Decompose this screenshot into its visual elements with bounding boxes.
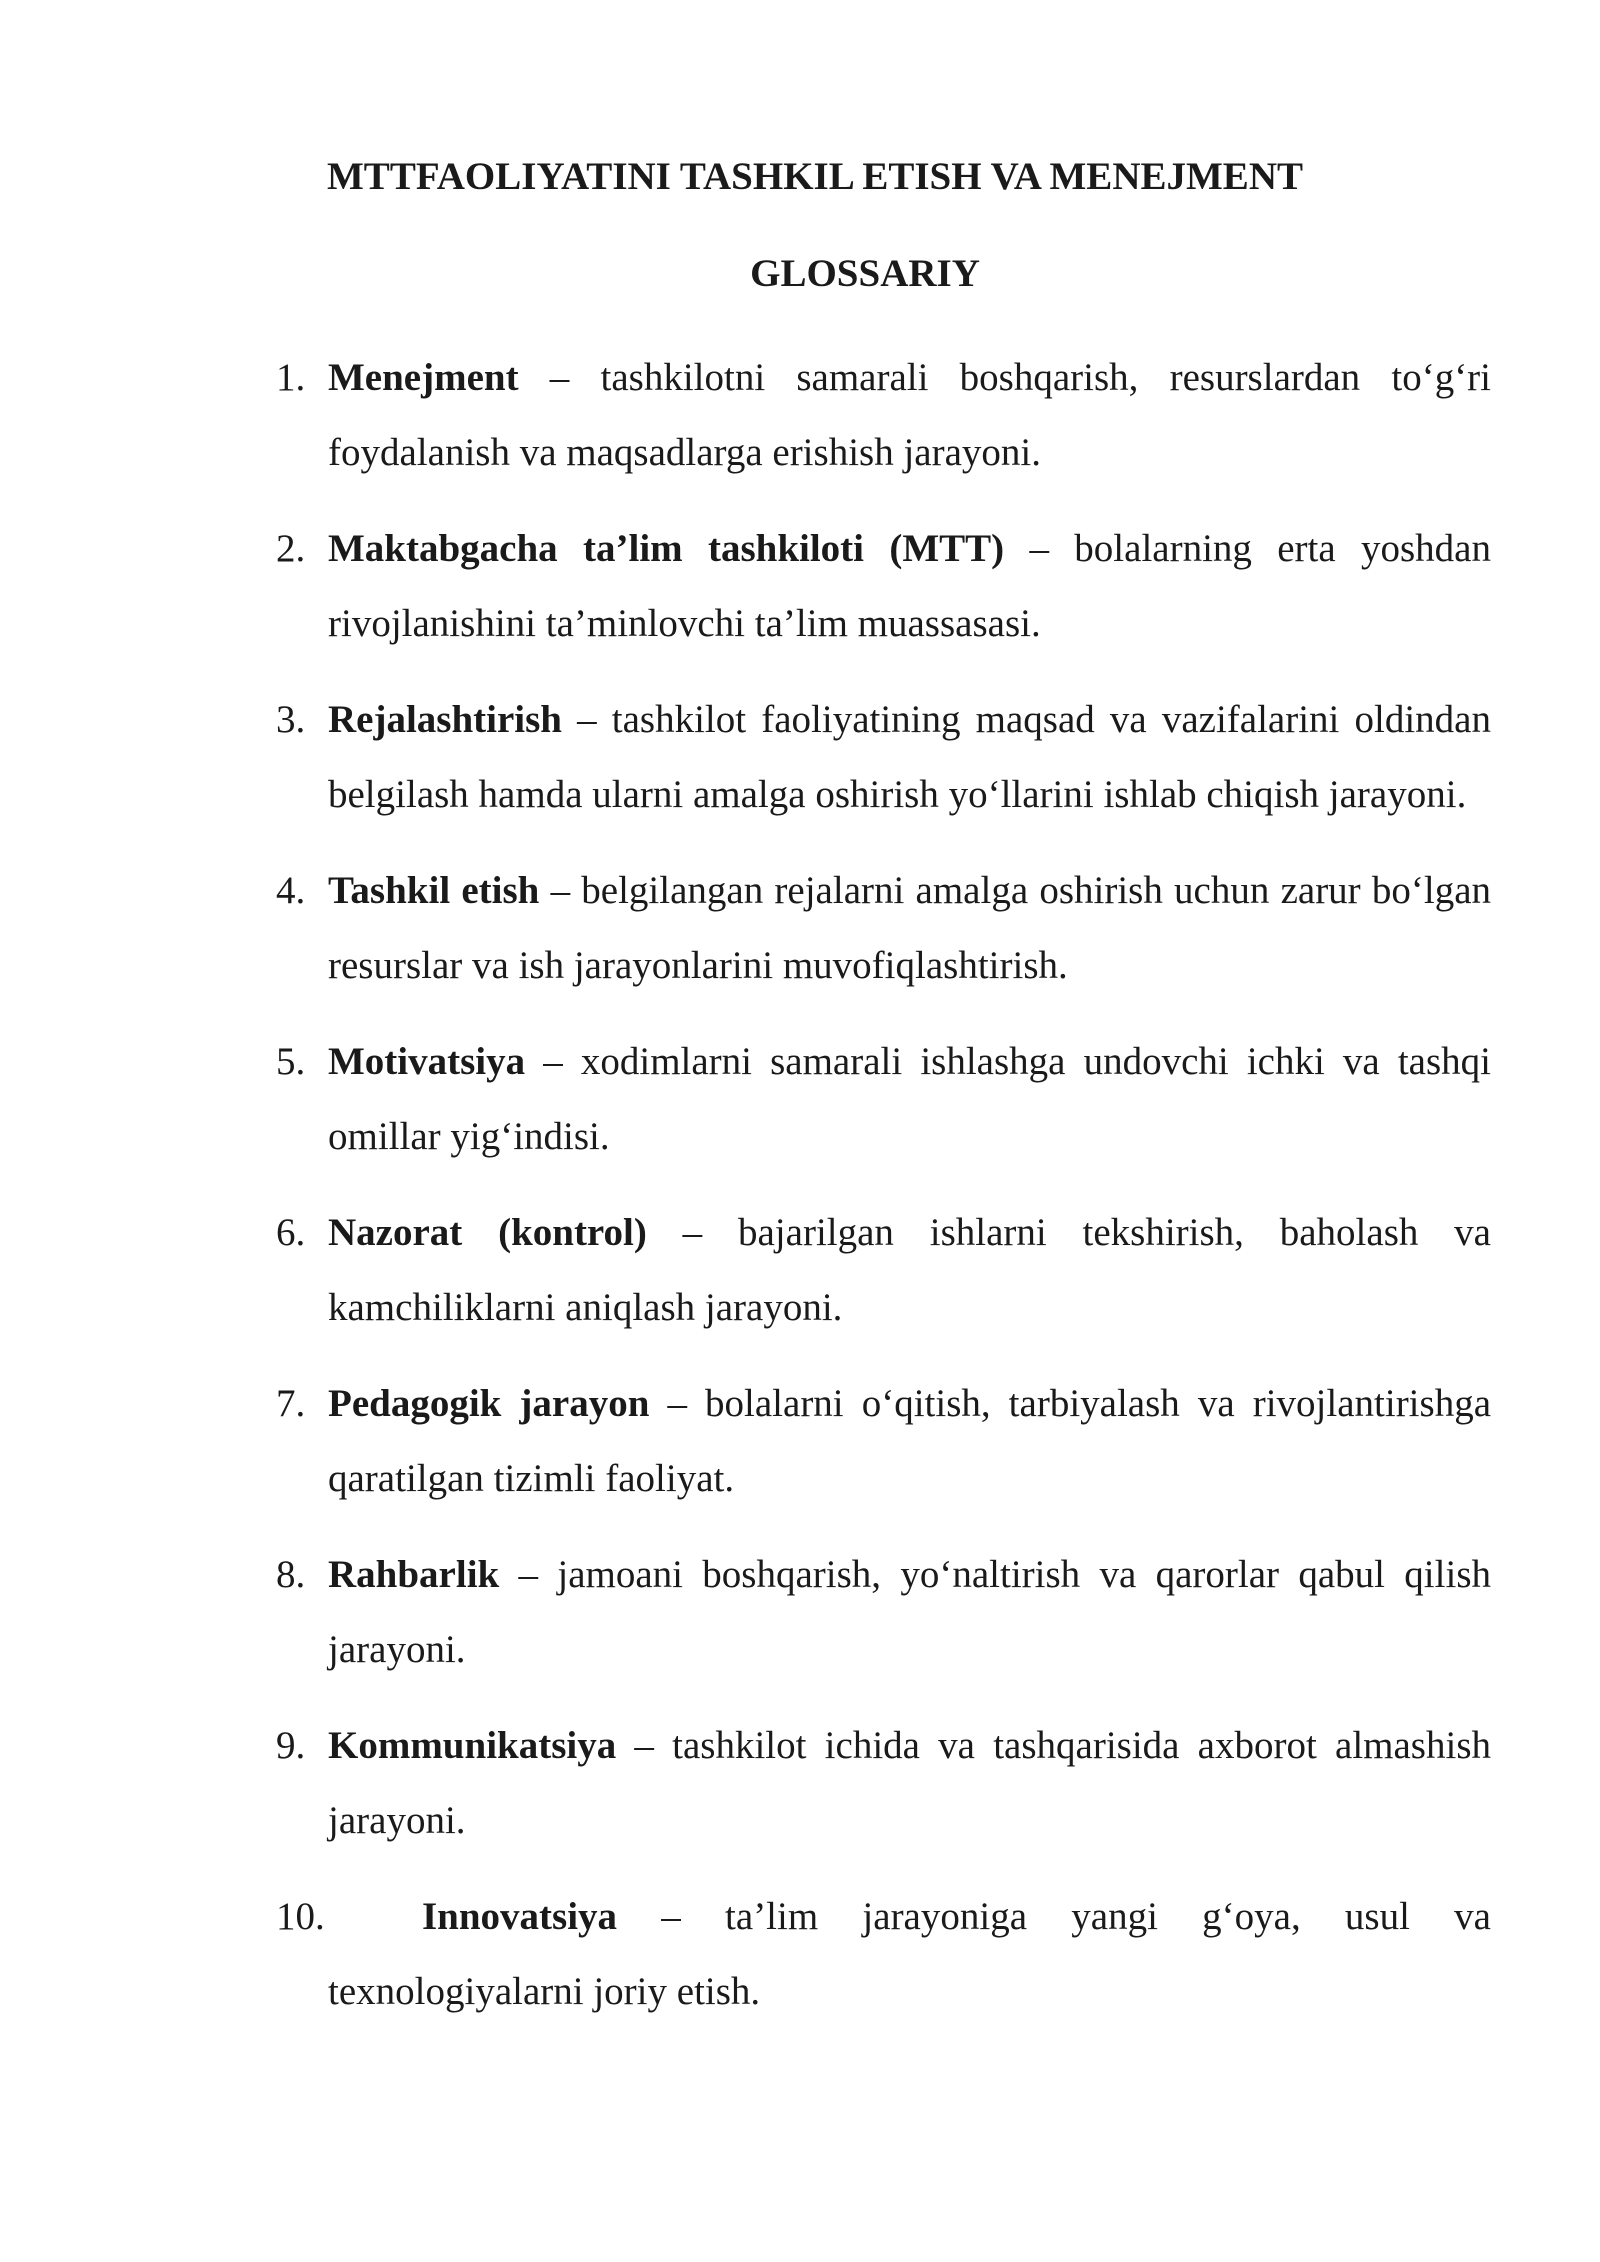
glossary-entry <box>276 853 1491 1003</box>
entry-definition: ta’lim jarayoniga yangi g‘oya, usul va texnologiyalarni joriy etish. <box>328 1895 1491 2013</box>
glossary-entry <box>276 682 1491 832</box>
entry-dash: – <box>1004 527 1075 570</box>
entry-term: Kommunikatsiya <box>328 1724 617 1767</box>
entry-dash: – <box>649 1382 706 1425</box>
entry-text <box>328 1879 1491 2029</box>
glossary-list <box>276 340 1491 2050</box>
entry-text <box>328 682 1491 832</box>
entry-term: Tashkil etish <box>328 869 540 912</box>
glossary-entry <box>276 1537 1491 1687</box>
glossary-entry <box>276 1366 1491 1516</box>
entry-term: Innovatsiya <box>422 1895 618 1938</box>
entry-text <box>328 1195 1491 1345</box>
entry-dash: – <box>539 869 582 912</box>
entry-number: 7. <box>276 1382 306 1425</box>
entry-text <box>328 1366 1491 1516</box>
entry-definition: xodimlarni samarali ishlashga undovchi ichki va tashqi omillar yig‘indisi. <box>328 1040 1491 1158</box>
entry-number: 9. <box>276 1724 306 1767</box>
entry-term: Motivatsiya <box>328 1040 526 1083</box>
entry-dash: – <box>646 1211 738 1254</box>
entry-dash: – <box>525 1040 581 1083</box>
entry-definition: jamoani boshqarish, yo‘naltirish va qarorlar qabul qilish jarayoni. <box>328 1553 1491 1671</box>
glossary-entry <box>276 1879 1491 2029</box>
entry-definition: bolalarning erta yoshdan rivojlanishini ta’minlovchi ta’lim muassasasi. <box>328 527 1491 645</box>
entry-number: 5. <box>276 1040 306 1083</box>
entry-text <box>328 340 1491 490</box>
entry-text <box>328 1708 1491 1858</box>
glossary-entry <box>276 1024 1491 1174</box>
entry-dash: – <box>518 356 601 399</box>
entry-definition: tashkilot ichida va tashqarisida axborot almashish jarayoni. <box>328 1724 1492 1842</box>
document-subtitle: GLOSSARIY <box>750 252 980 295</box>
entry-term: Rejalashtirish <box>328 698 562 741</box>
entry-dash: – <box>616 1724 673 1767</box>
glossary-entry <box>276 1195 1491 1345</box>
entry-text <box>328 1024 1491 1174</box>
entry-text <box>328 1537 1491 1687</box>
entry-number: 6. <box>276 1211 306 1254</box>
entry-number: 10. <box>276 1895 325 1938</box>
glossary-entry <box>276 511 1491 661</box>
entry-definition: bolalarni o‘qitish, tarbiyalash va rivojlantirishga qaratilgan tizimli faoliyat. <box>328 1382 1492 1500</box>
entry-term: Pedagogik jarayon <box>328 1382 650 1425</box>
entry-dash: – <box>562 698 612 741</box>
entry-number: 2. <box>276 527 306 570</box>
entry-text <box>328 511 1491 661</box>
entry-definition: tashkilot faoliyatining maqsad va vazifalarini oldindan belgilash hamda ularni amalga oshirish yo‘llarini ishlab chiqish jarayoni. <box>328 698 1491 816</box>
entry-number: 1. <box>276 356 306 399</box>
entry-dash: – <box>499 1553 558 1596</box>
entry-number: 3. <box>276 698 306 741</box>
entry-definition: belgilangan rejalarni amalga oshirish uchun zarur bo‘lgan resurslar va ish jarayonlarini muvofiqlashtirish. <box>328 869 1491 987</box>
entry-term: Menejment <box>328 356 519 399</box>
entry-term: Rahbarlik <box>328 1553 500 1596</box>
entry-term: Nazorat (kontrol) <box>328 1211 647 1254</box>
document-title: MTTFAOLIYATINI TASHKIL ETISH VA MENEJMENT <box>327 155 1303 198</box>
entry-number: 4. <box>276 869 306 912</box>
entry-number: 8. <box>276 1553 306 1596</box>
entry-dash: – <box>617 1895 726 1938</box>
entry-term: Maktabgacha ta’lim tashkiloti (MTT) <box>328 527 1005 570</box>
glossary-entry <box>276 1708 1491 1858</box>
entry-text <box>328 853 1491 1003</box>
glossary-entry <box>276 340 1491 490</box>
entry-definition: tashkilotni samarali boshqarish, resurslardan to‘g‘ri foydalanish va maqsadlarga erishish jarayoni. <box>328 356 1492 474</box>
entry-definition: bajarilgan ishlarni tekshirish, baholash va kamchiliklarni aniqlash jarayoni. <box>328 1211 1491 1329</box>
